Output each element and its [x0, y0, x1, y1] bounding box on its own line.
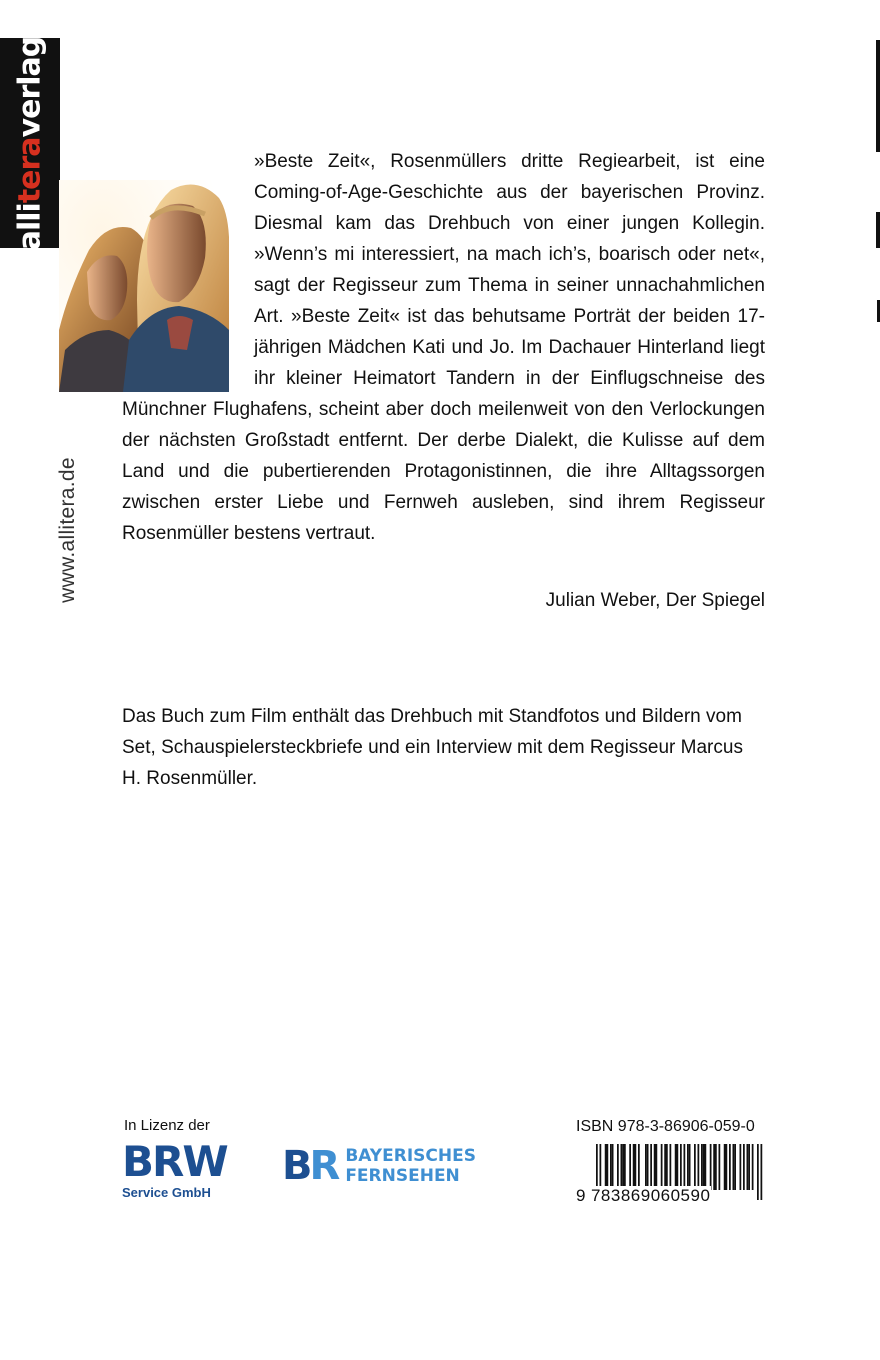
barcode-bar — [633, 1144, 635, 1190]
barcode-bar — [670, 1144, 672, 1190]
barcode-bar — [605, 1144, 607, 1190]
barcode-bar — [635, 1144, 637, 1190]
barcode-bar — [621, 1144, 623, 1190]
barcode-bar — [698, 1144, 700, 1190]
barcode-bar — [610, 1144, 612, 1190]
barcode-bar — [715, 1144, 717, 1190]
photo-text-wrap — [122, 146, 254, 394]
barcode-bar — [703, 1144, 705, 1190]
barcode-bar — [748, 1144, 750, 1190]
spine-edge-mark — [876, 212, 880, 248]
barcode-bar — [724, 1144, 726, 1190]
barcode-bar — [726, 1144, 728, 1190]
spine-edge-mark — [876, 40, 880, 152]
barcode-bar — [740, 1144, 742, 1190]
license-label: In Lizenz der — [124, 1117, 210, 1134]
barcode-bar — [752, 1144, 754, 1190]
review-attribution: Julian Weber, Der Spiegel — [545, 590, 765, 611]
publisher-logo-text: alliteraverlag — [12, 36, 48, 250]
barcode-bar — [612, 1144, 614, 1190]
barcode-bar — [666, 1144, 668, 1190]
bayerisches-fernsehen-logo — [282, 1144, 476, 1188]
barcode-bar — [701, 1144, 703, 1190]
barcode-bar — [617, 1144, 619, 1190]
barcode-bar — [713, 1144, 715, 1190]
barcode-bar — [622, 1144, 624, 1190]
brw-logo-letters: BRW — [122, 1137, 227, 1186]
barcode-bar — [638, 1144, 640, 1190]
barcode-bar — [687, 1144, 689, 1190]
br-logo-mark: BR — [282, 1143, 338, 1189]
barcode-bar — [647, 1144, 649, 1190]
barcode-bar — [729, 1144, 731, 1190]
barcode-bar — [743, 1144, 745, 1190]
barcode-bar — [734, 1144, 736, 1190]
barcode-bar — [629, 1144, 631, 1190]
barcode-bar — [747, 1144, 749, 1190]
barcode-bar — [675, 1144, 677, 1190]
barcode-bar — [645, 1144, 647, 1190]
barcode-bar — [694, 1144, 696, 1190]
barcode-bar — [733, 1144, 735, 1190]
br-logo-text: BAYERISCHES FERNSEHEN — [345, 1146, 476, 1186]
publisher-logo — [0, 38, 60, 248]
brw-logo-subtitle: Service GmbH — [122, 1185, 211, 1200]
barcode-bar — [689, 1144, 691, 1190]
review-quote — [122, 146, 765, 549]
publisher-website — [53, 436, 83, 624]
book-description: Das Buch zum Film enthält das Drehbuch mit Standfotos und Bildern vom Set, Schauspielersteckbriefe und ein Interview mit dem Regisseur Marcus H. Rosenmüller. — [122, 706, 743, 789]
barcode-bar — [664, 1144, 666, 1190]
barcode-bar — [705, 1144, 707, 1190]
barcode-bar — [654, 1144, 656, 1190]
barcode-digits: 9 783869060590 — [576, 1186, 711, 1205]
barcode-bar — [607, 1144, 609, 1190]
barcode-bar — [624, 1144, 626, 1190]
barcode-bar — [710, 1144, 712, 1190]
barcode-bar — [661, 1144, 663, 1190]
review-text: »Beste Zeit«, Rosenmüllers dritte Regiearbeit, ist eine Coming-of-Age-Geschichte aus der bayerischen Provinz. Diesmal kam das Drehbuch von einer jungen Kollegin. »Wenn’s mi interessiert, na mach ich’s, boarisch oder net«, sagt der Regisseur zum Thema in seiner unnachahmlichen Art. »Beste Zeit« ist das behutsame Porträt der beiden 17-jährigen Mädchen Kati und Jo. Im Dachauer Hinterland liegt ihr kleiner Heimatort Tandern in der Einflugschneise des Münchner Flughafens, scheint aber doch meilenweit von den Verlockungen der nächsten Großstadt entfernt. Der derbe Dialekt, die Kulisse auf dem Land und die pubertierenden Protagonistinnen, die ihre Alltagssorgen zwischen erster Liebe und Fernweh ausleben, sind ihrem Regisseur Rosenmüller bestens vertraut. — [122, 151, 765, 544]
barcode-bar — [684, 1144, 686, 1190]
barcode-bar — [650, 1144, 652, 1190]
publisher-website-text: www.allitera.de — [56, 457, 80, 603]
brw-logo — [122, 1137, 227, 1200]
barcode-bar — [719, 1144, 721, 1190]
isbn-label: ISBN 978-3-86906-059-0 — [576, 1118, 755, 1135]
barcode-bar — [656, 1144, 658, 1190]
